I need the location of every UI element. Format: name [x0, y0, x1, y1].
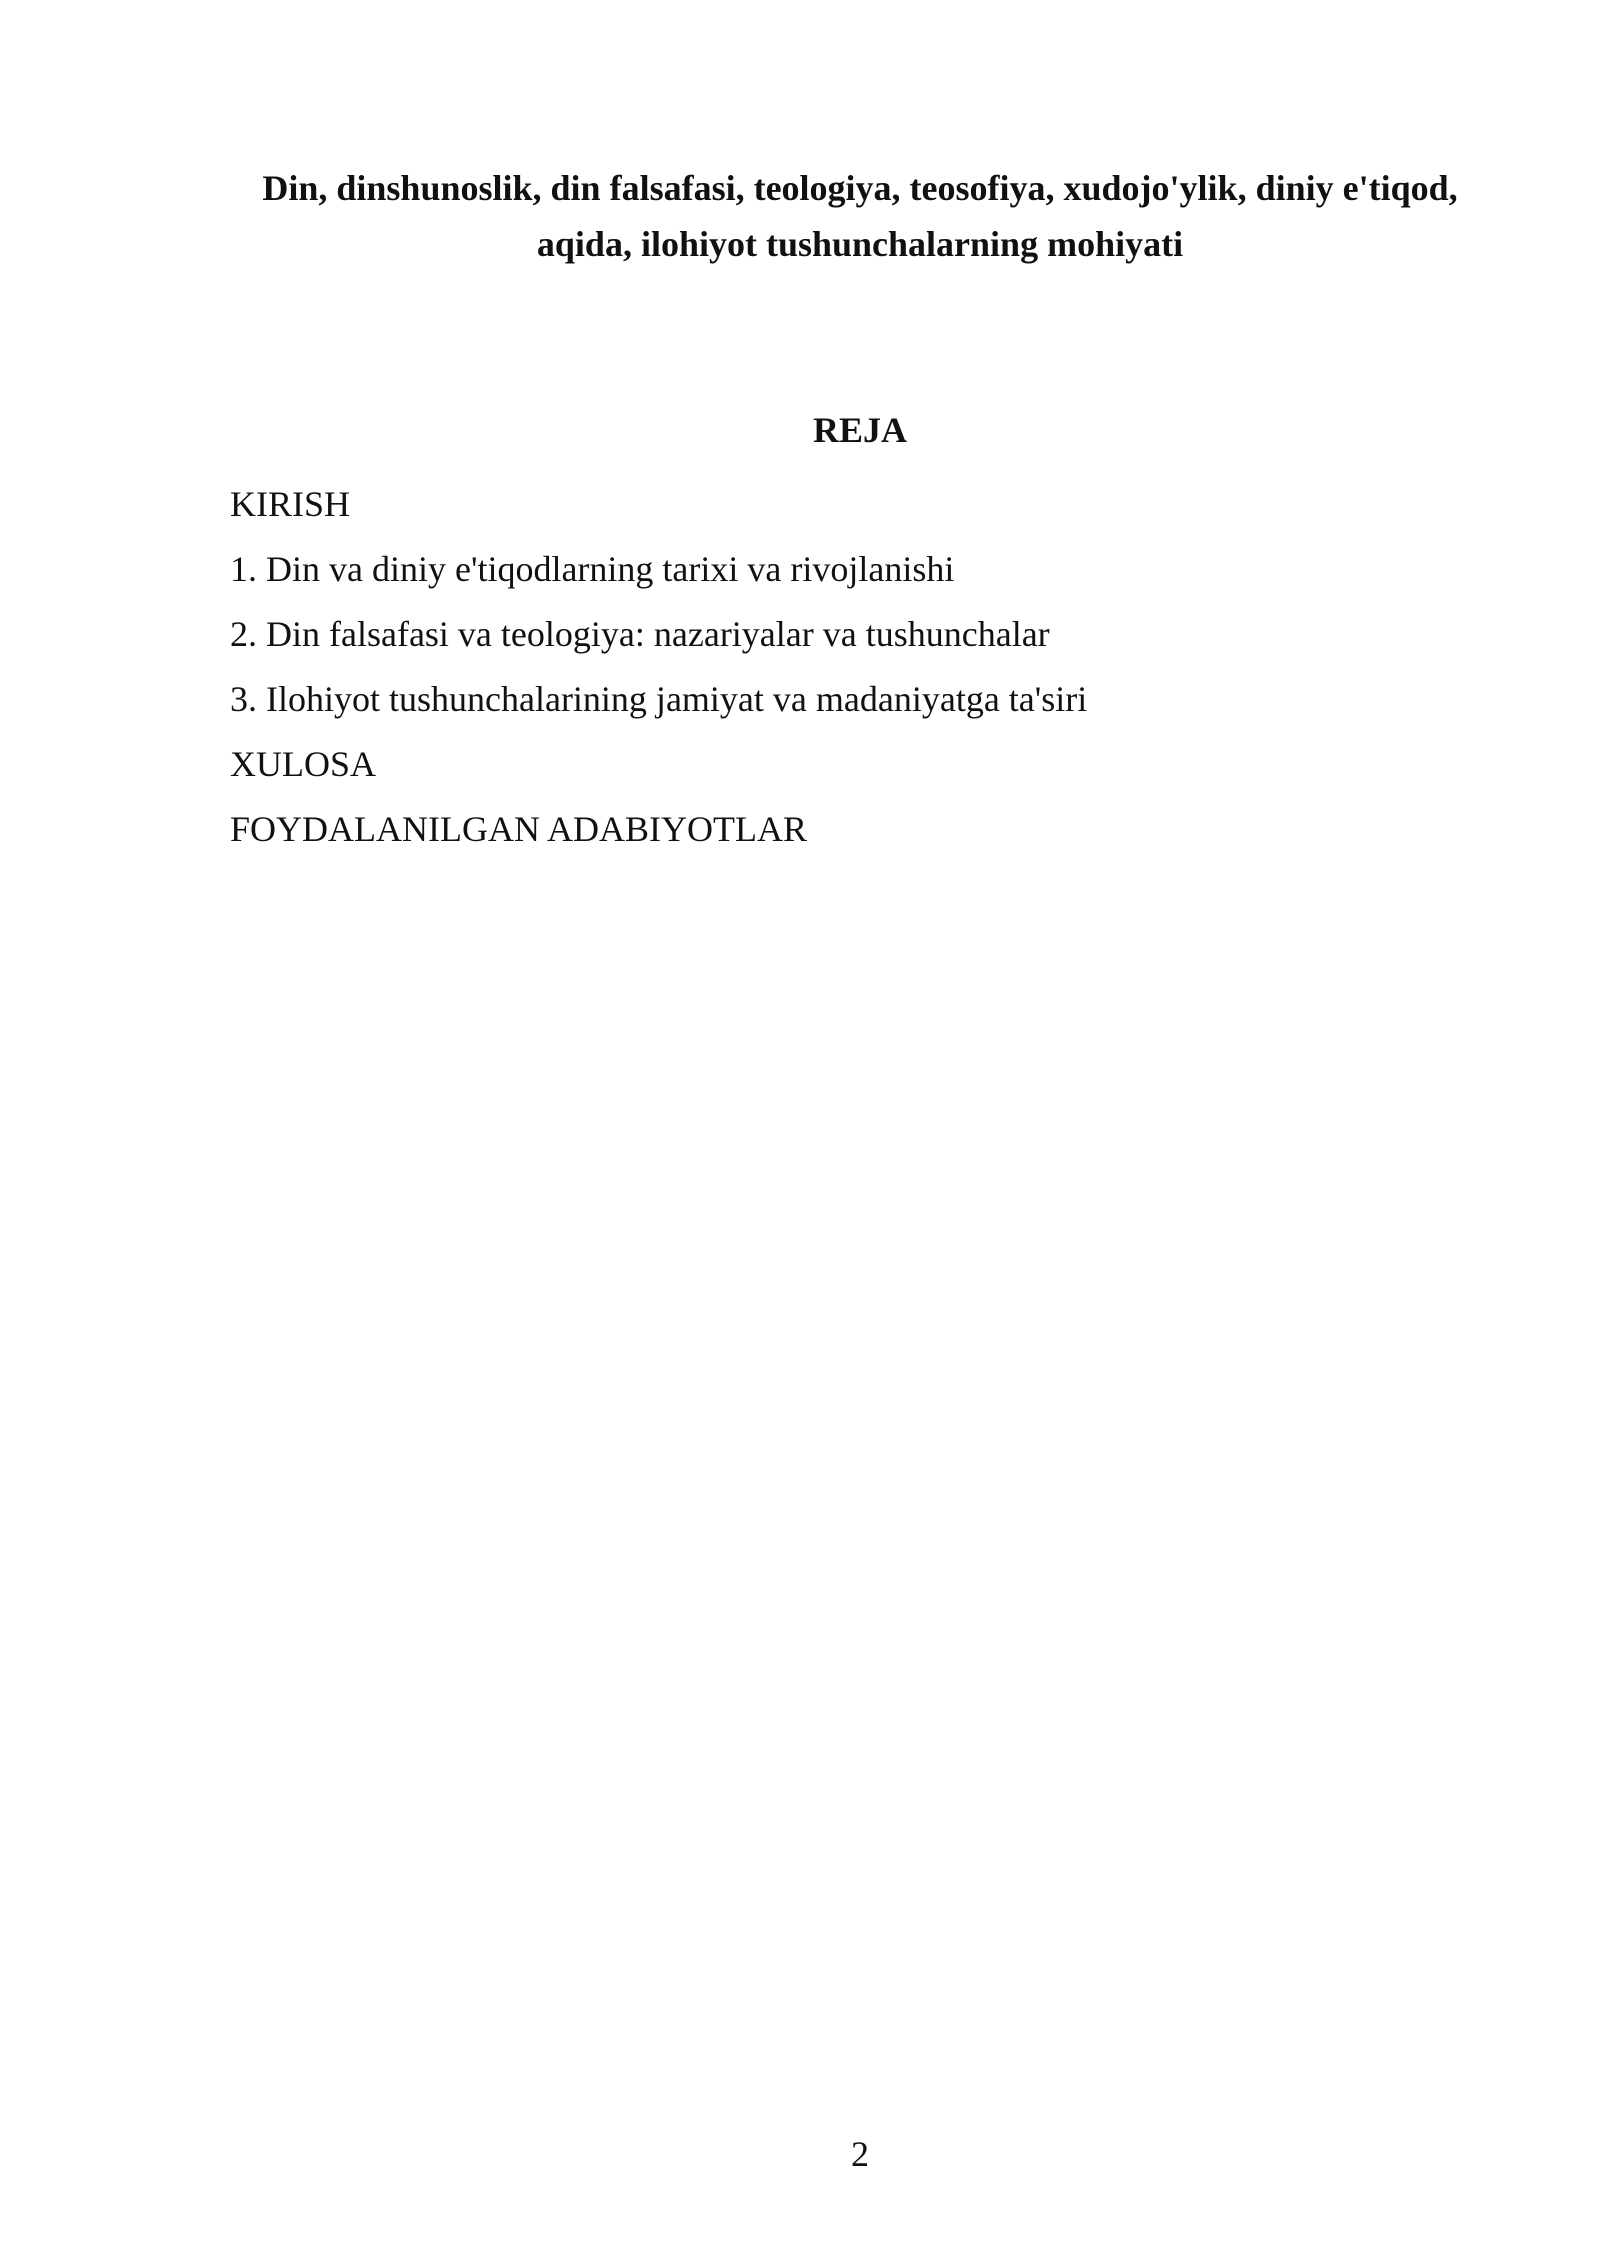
plan-list [230, 472, 1087, 862]
title-line-2: aqida, ilohiyot tushunchalarning mohiyati [536, 224, 1184, 264]
document-title [215, 160, 1505, 272]
plan-item-conclusion: XULOSA [230, 744, 377, 784]
plan-item-references: FOYDALANILGAN ADABIYOTLAR [230, 809, 807, 849]
page-number: 2 [851, 2134, 869, 2174]
plan-item-2: 2. Din falsafasi va teologiya: nazariyalar va tushunchalar [230, 614, 1050, 654]
plan-item-1: 1. Din va diniy e'tiqodlarning tarixi va rivojlanishi [230, 549, 955, 589]
plan-item-3: 3. Ilohiyot tushunchalarining jamiyat va madaniyatga ta'siri [230, 679, 1088, 719]
plan-heading: REJA [812, 410, 907, 450]
plan-item-intro: KIRISH [230, 484, 351, 524]
title-line-1: Din, dinshunoslik, din falsafasi, teologiya, teosofiya, xudojo'ylik, diniy e'tiqod, [262, 168, 1458, 208]
